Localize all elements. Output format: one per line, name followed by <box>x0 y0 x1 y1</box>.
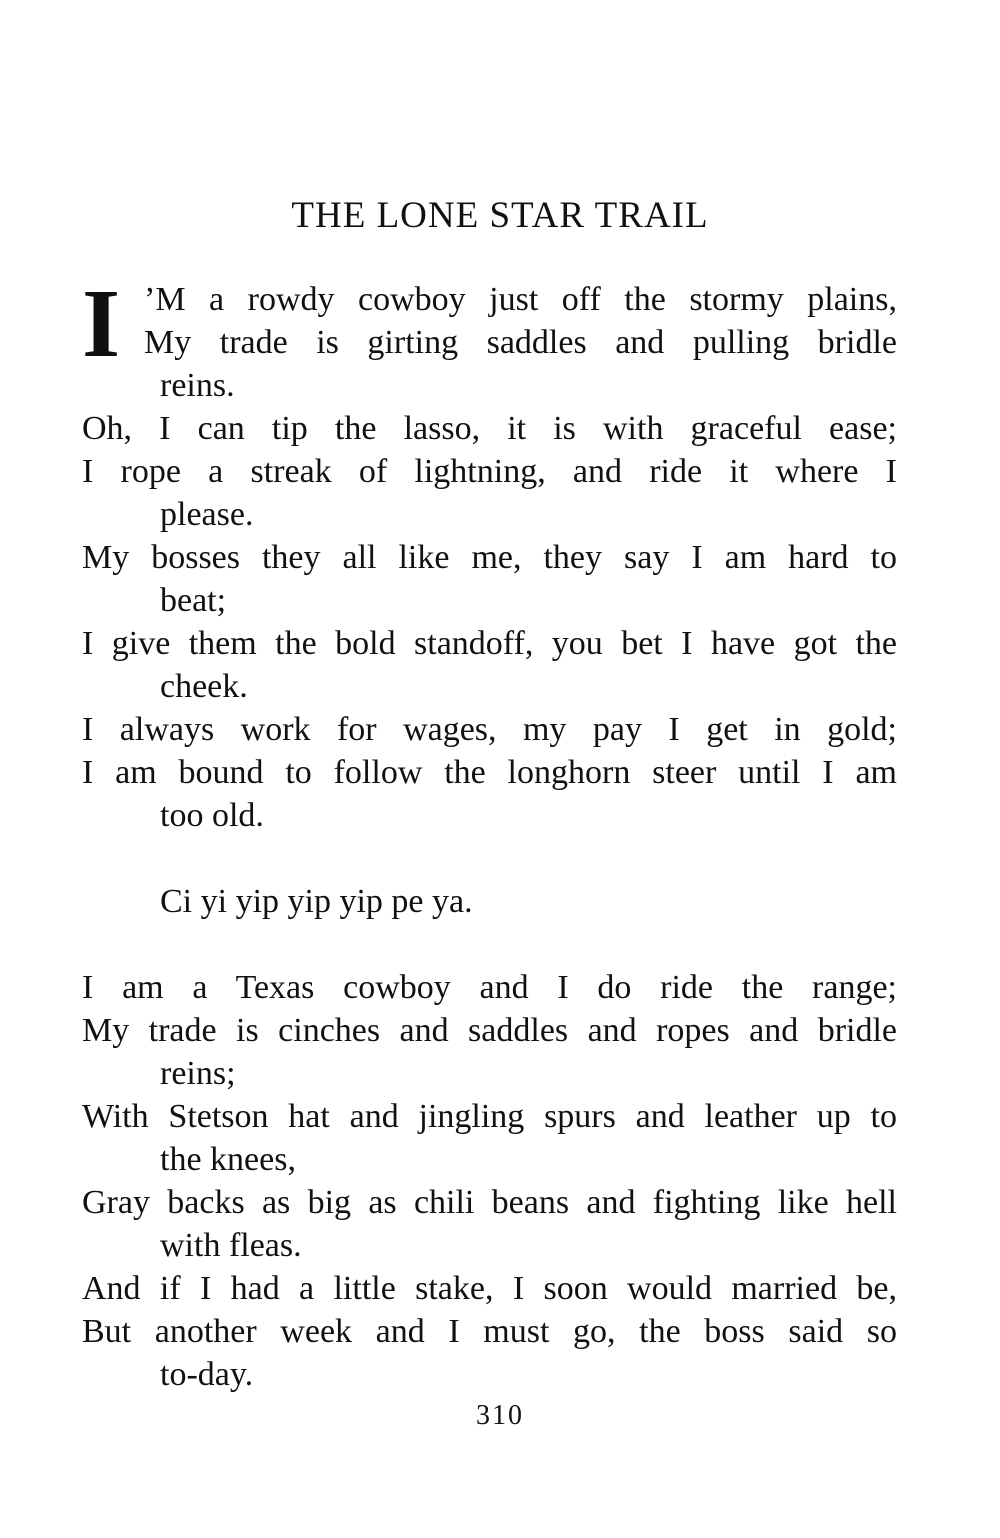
poem-line-continuation: cheek. <box>160 668 248 705</box>
poem-line-continuation: to-day. <box>160 1356 254 1393</box>
poem-line: But another week and I must go, the boss said so <box>82 1313 897 1350</box>
poem-body <box>82 270 897 1396</box>
poem-line: With Stetson hat and jingling spurs and leather up to <box>82 1098 897 1135</box>
poem-line-continuation: too old. <box>160 797 264 834</box>
stanza-gap <box>82 837 897 880</box>
stanza-2 <box>82 966 897 1396</box>
stanza-1 <box>82 270 897 837</box>
poem-line: My trade is cinches and saddles and ropes and bridle <box>82 1012 897 1049</box>
poem-line: And if I had a little stake, I soon would married be, <box>82 1270 897 1307</box>
poem-line: I give them the bold standoff, you bet I have got the <box>82 625 897 662</box>
stanza-gap <box>82 923 897 966</box>
poem-line-continuation: reins; <box>160 1055 236 1092</box>
poem-line: I always work for wages, my pay I get in gold; <box>82 711 897 748</box>
poem-line: I am bound to follow the longhorn steer until I am <box>82 754 897 791</box>
poem-line: My trade is girting saddles and pulling bridle <box>144 324 897 361</box>
poem-line-continuation: please. <box>160 496 254 533</box>
page-title: THE LONE STAR TRAIL <box>291 195 709 236</box>
poem-line: I am a Texas cowboy and I do ride the range; <box>82 969 897 1006</box>
poem-line-continuation: the knees, <box>160 1141 296 1178</box>
refrain: Ci yi yip yip yip pe ya. <box>160 883 473 920</box>
poem-line-continuation: with fleas. <box>160 1227 302 1264</box>
drop-cap: I <box>82 270 121 378</box>
poem-line: I rope a streak of lightning, and ride it where I <box>82 453 897 490</box>
poem-line-continuation: reins. <box>160 367 235 404</box>
poem-line: My bosses they all like me, they say I am hard to <box>82 539 897 576</box>
poem-line: Gray backs as big as chili beans and fighting like hell <box>82 1184 897 1221</box>
poem-line-text: ’M a rowdy cowboy just off the stormy plains, <box>144 281 897 318</box>
poem-line-continuation: beat; <box>160 582 227 619</box>
poem-line: Oh, I can tip the lasso, it is with graceful ease; <box>82 410 897 447</box>
page-number: 310 <box>476 1400 524 1431</box>
